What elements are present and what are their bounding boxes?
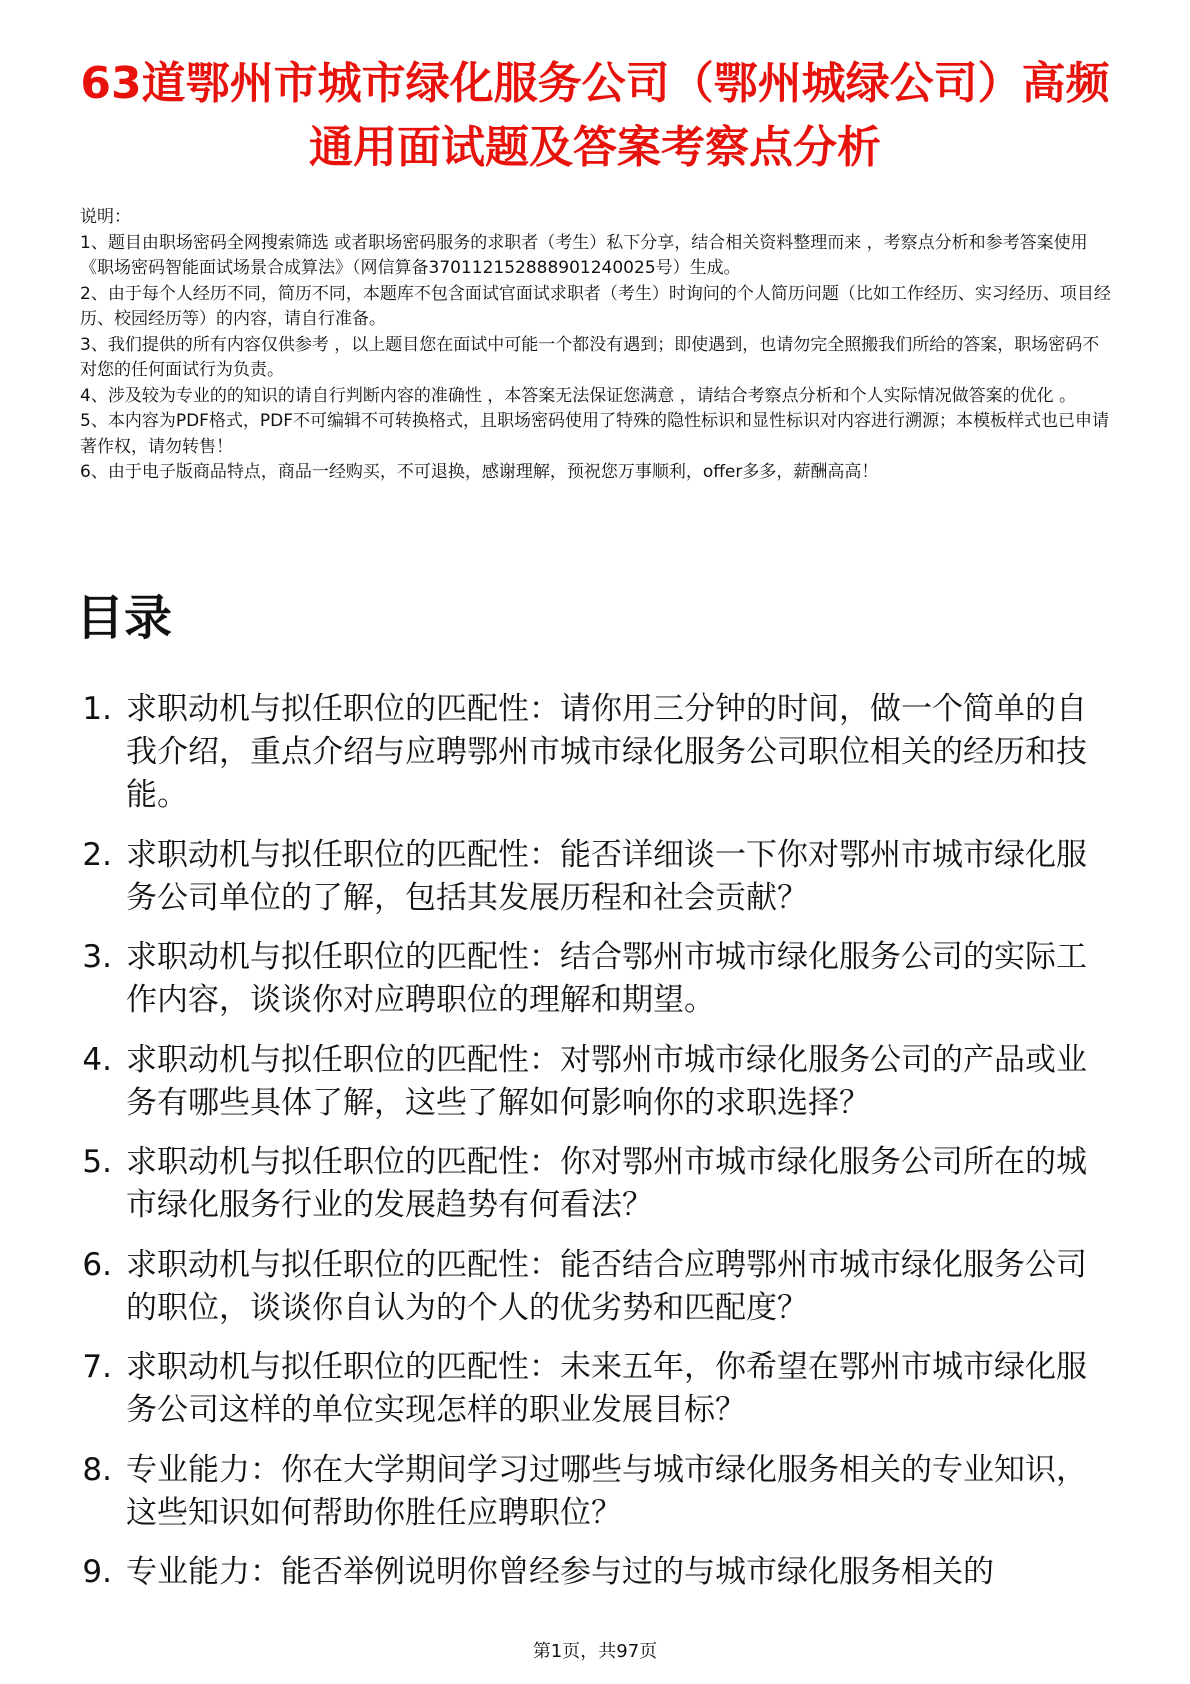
page-footer: 第1页，共97页 — [532, 1641, 658, 1662]
table-of-contents — [74, 688, 1114, 1611]
toc-item[interactable] — [74, 1346, 1114, 1432]
note-item: 3、我们提供的所有内容仅供参考 ，以上题目您在面试中可能一个都没有遇到；即使遇到，也请勿完全照搬我们所给的答案，职场密码不对您的任何面试行为负责。 — [80, 334, 1100, 380]
toc-item-text: 求职动机与拟任职位的匹配性：结合鄂州市城市绿化服务公司的实际工作内容，谈谈你对应聘职位的理解和期望。 — [126, 939, 1087, 1018]
toc-item-text: 求职动机与拟任职位的匹配性：你对鄂州市城市绿化服务公司所在的城市绿化服务行业的发展趋势有何看法？ — [126, 1144, 1087, 1223]
notes-section — [80, 205, 1115, 486]
toc-item-number: 6. — [82, 1246, 112, 1283]
toc-item[interactable] — [74, 1039, 1114, 1125]
toc-item[interactable] — [74, 688, 1114, 817]
toc-item-number: 7. — [82, 1349, 112, 1385]
note-item: 6、由于电子版商品特点，商品一经购买，不可退换，感谢理解，预祝您万事顺利，offer多多，薪酬高高！ — [80, 462, 879, 482]
toc-item[interactable] — [74, 834, 1114, 920]
toc-heading: 目录 — [76, 590, 173, 646]
toc-item[interactable] — [74, 1141, 1114, 1227]
toc-item-number: 8. — [82, 1451, 112, 1488]
toc-item-number: 5. — [82, 1144, 112, 1180]
toc-item[interactable] — [74, 936, 1114, 1022]
toc-item[interactable] — [74, 1551, 1114, 1594]
toc-item-number: 9. — [82, 1554, 112, 1590]
toc-item-number: 2. — [82, 836, 112, 873]
toc-item-text: 专业能力：能否举例说明你曾经参与过的与城市绿化服务相关的 — [126, 1554, 994, 1590]
toc-item-text: 求职动机与拟任职位的匹配性：对鄂州市城市绿化服务公司的产品或业务有哪些具体了解，这些了解如何影响你的求职选择？ — [126, 1041, 1087, 1121]
notes-heading: 说明： — [80, 207, 131, 227]
toc-item-text: 求职动机与拟任职位的匹配性：能否详细谈一下你对鄂州市城市绿化服务公司单位的了解，包括其发展历程和社会贡献？ — [126, 836, 1087, 916]
note-item: 5、本内容为PDF格式，PDF不可编辑不可转换格式，且职场密码使用了特殊的隐性标识和显性标识对内容进行溯源；本模板样式也已申请著作权，请勿转售！ — [80, 411, 1110, 457]
toc-item-number: 3. — [82, 939, 112, 975]
document-title: 63道鄂州市城市绿化服务公司（鄂州城绿公司）高频通用面试题及答案考察点分析 — [80, 58, 1110, 173]
toc-item[interactable] — [74, 1244, 1114, 1330]
toc-item-number: 1. — [82, 691, 112, 727]
note-item: 2、由于每个人经历不同，简历不同，本题库不包含面试官面试求职者（考生）时询问的个人简历问题（比如工作经历、实习经历、项目经历、校园经历等）的内容，请自行准备。 — [80, 283, 1111, 329]
toc-item-number: 4. — [82, 1041, 112, 1078]
toc-item[interactable] — [74, 1449, 1114, 1535]
toc-item-text: 求职动机与拟任职位的匹配性：请你用三分钟的时间，做一个简单的自我介绍，重点介绍与应聘鄂州市城市绿化服务公司职位相关的经历和技能。 — [126, 691, 1087, 813]
note-item: 1、题目由职场密码全网搜索筛选 或者职场密码服务的求职者（考生）私下分享，结合相关资料整理而来 ，考察点分析和参考答案使用《职场密码智能面试场景合成算法》（网信算备370112152888901240025号）生成。 — [80, 232, 1088, 278]
toc-item-text: 求职动机与拟任职位的匹配性：能否结合应聘鄂州市城市绿化服务公司的职位，谈谈你自认为的个人的优劣势和匹配度？ — [126, 1246, 1087, 1326]
toc-item-text: 求职动机与拟任职位的匹配性：未来五年，你希望在鄂州市城市绿化服务公司这样的单位实现怎样的职业发展目标？ — [126, 1349, 1087, 1428]
toc-item-text: 专业能力：你在大学期间学习过哪些与城市绿化服务相关的专业知识，这些知识如何帮助你胜任应聘职位？ — [126, 1451, 1087, 1531]
note-item: 4、涉及较为专业的的知识的请自行判断内容的准确性 ，本答案无法保证您满意 ，请结合考察点分析和个人实际情况做答案的优化 。 — [80, 385, 1077, 406]
